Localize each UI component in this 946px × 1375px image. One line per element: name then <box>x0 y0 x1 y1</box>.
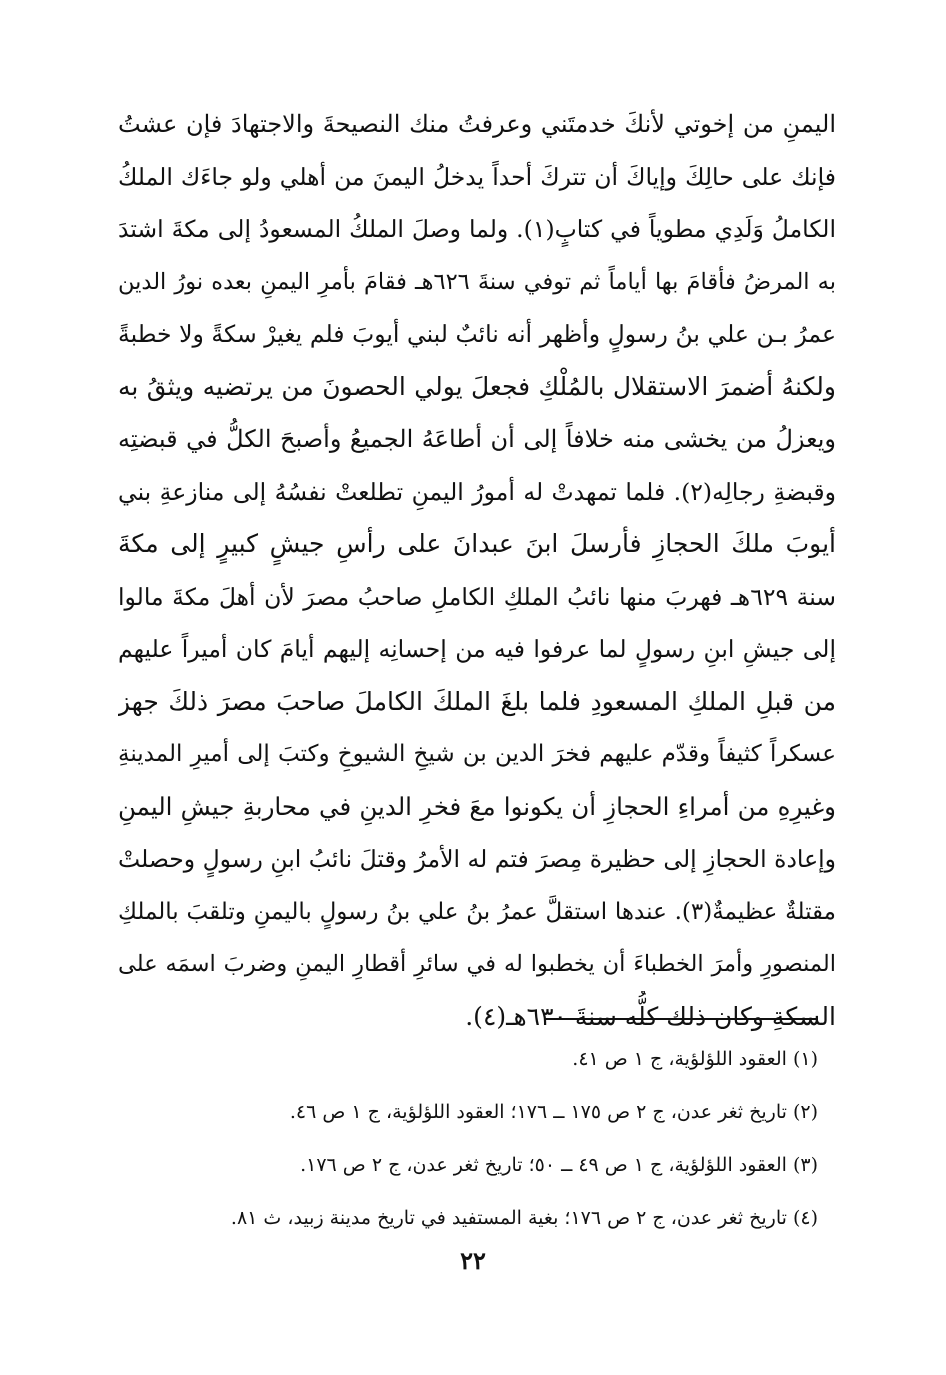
text-line: فإنك على حالِكَ وإياكَ أن تتركَ أحداً يدخلُ اليمنَ من أهلي ولو جاءَك الملكُ <box>118 162 836 191</box>
footnote-separator <box>545 1018 817 1020</box>
footnote-3: (٣) العقود اللؤلؤية، ج ١ ص ٤٩ ــ ٥٠؛ تاريخ ثغر عدن، ج ٢ ص ١٧٦. <box>300 1154 818 1176</box>
text-line: إلى جيشِ ابنِ رسولٍ لما عرفوا فيه من إحسانِه إليهم أيامَ كان أميراً عليهم <box>118 635 836 663</box>
text-line: المنصورِ وأمرَ الخطباءَ أن يخطبوا له في سائرِ أقطارِ اليمنِ وضربَ اسمَه على <box>118 951 836 977</box>
text-line: من قبلِ الملكِ المسعودِ فلما بلغَ الملكَ الكاملَ صاحبَ مصرَ ذلكَ جهز <box>118 686 836 716</box>
text-line: ويعزلُ من يخشى منه خلافاً إلى أن أطاعَهُ الجميعُ وأصبحَ الكلُّ في قبضتِه <box>118 425 836 453</box>
footnote-4: (٤) تاريخ ثغر عدن، ج ٢ ص ١٧٦؛ بغية المستفيد في تاريخ مدينة زبيد، ث ٨١. <box>230 1207 818 1229</box>
text-line: ولكنهُ أضمرَ الاستقلال بالمُلْكِ فجعلَ يولي الحصونَ من يرتضيه ويثقُ به <box>118 371 836 401</box>
text-line: عسكراً كثيفاً وقدّم عليهم فخرَ الدين بن شيخِ الشيوخِ وكتبَ إلى أميرِ المدينةِ <box>118 741 836 767</box>
text-line: اليمنِ من إخوتي لأنكَ خدمتَني وعرفتُ منك النصيحةَ والاجتهادَ فإن عشتُ <box>118 110 836 138</box>
text-line: عمرُ بـن علي بنُ رسولٍ وأظهر أنه نائبٌ لبني أيوبَ فلم يغيرْ سكةً ولا خطبةً <box>118 320 836 348</box>
page-number: ٢٢ <box>460 1246 486 1275</box>
text-line: أيوبَ ملكَ الحجازِ فأرسلَ ابنَ عبدانَ على رأسِ جيشٍ كبيرٍ إلى مكةَ <box>118 529 836 558</box>
footnotes-list <box>118 1040 818 1252</box>
main-text-block <box>118 98 836 1043</box>
text-line: وإعادة الحجازِ إلى حظيرة مِصرَ فتم له الأمرُ وقتلَ نائبُ ابنِ رسولٍ وحصلتْ <box>118 845 836 873</box>
text-line: وغيرِهِ من أمراءِ الحجازِ أن يكونوا معَ فخرِ الدينِ في محاربةِ جيشِ اليمنِ <box>118 791 836 821</box>
footnote-2: (٢) تاريخ ثغر عدن، ج ٢ ص ١٧٥ ــ ١٧٦؛ العقود اللؤلؤية، ج ١ ص ٤٦. <box>289 1101 818 1123</box>
text-line: به المرضُ فأقامَ بها أياماً ثم توفي سنةَ ٦٢٦هـ فقامَ بأمرِ اليمنِ بعده نورُ الدين <box>118 268 836 295</box>
footnote-1: (١) العقود اللؤلؤية، ج ١ ص ٤١. <box>572 1048 818 1070</box>
text-line: وقبضةِ رجالِه(٢). فلما تمهدتْ له أمورُ اليمنِ تطلعتْ نفسُهُ إلى منازعةِ بني <box>118 477 836 506</box>
text-line: مقتلةٌ عظيمةٌ(٣). عندها استقلَّ عمرُ بنُ علي بنُ رسولٍ باليمنِ وتلقبَ بالملكِ <box>118 898 836 925</box>
text-line: السكةِ وكان ذلك كلُّه سنةَ ٦٣٠هـ(٤). <box>465 1001 836 1031</box>
text-line: الكاملُ وَلَدِي مطوياً في كتابٍ(١). ولما وصلَ الملكُ المسعودُ إلى مكةَ اشتدَ <box>118 215 836 243</box>
text-line: سنة ٦٢٩هـ فهربَ منها نائبُ الملكِ الكاملِ صاحبُ مصرَ لأن أهلَ مكةَ مالوا <box>118 582 836 611</box>
